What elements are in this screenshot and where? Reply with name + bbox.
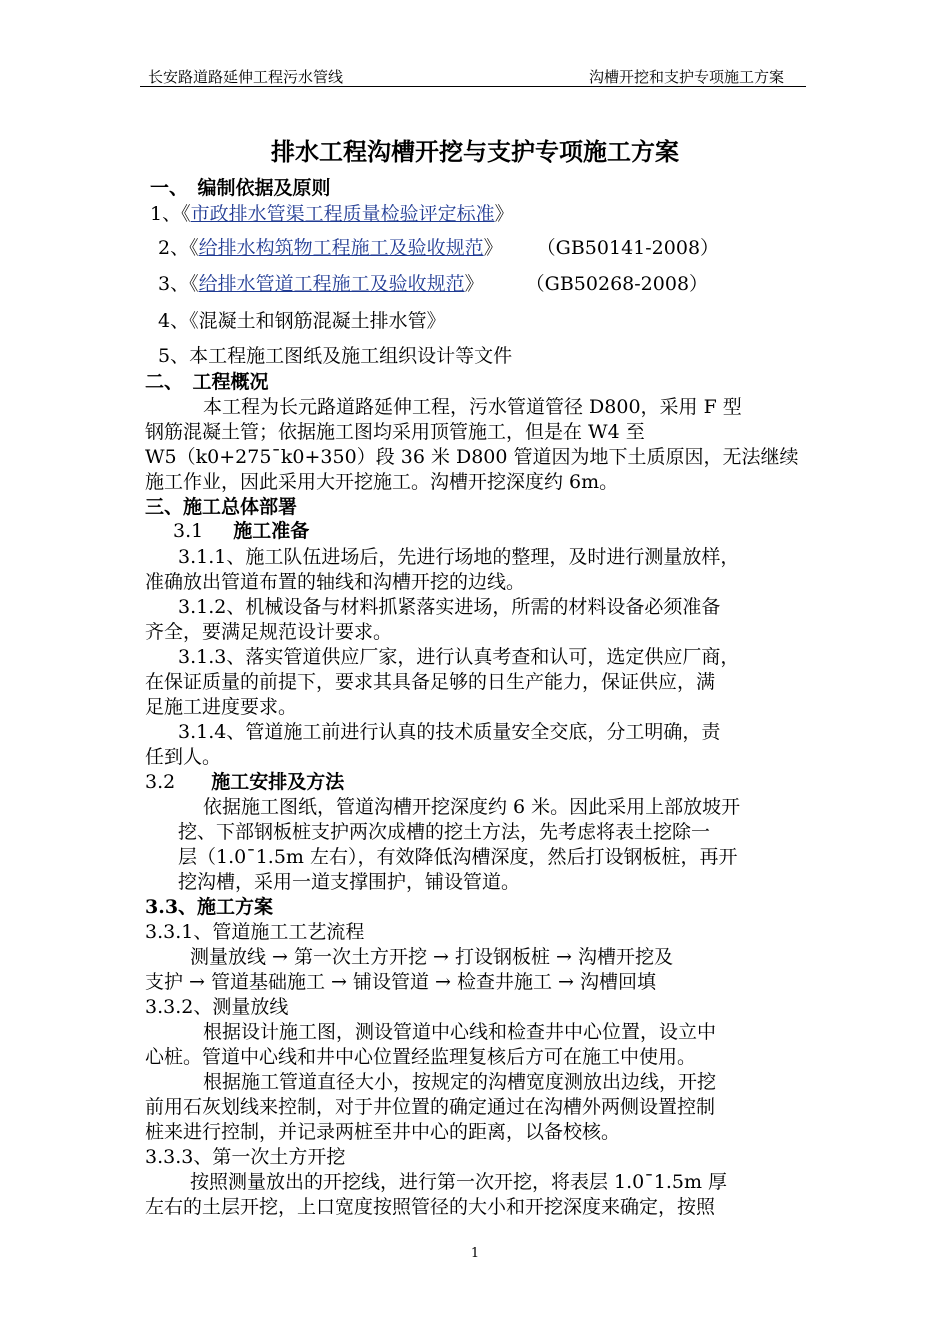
subsection-3-1: 3.1 施工准备	[173, 520, 310, 542]
para-3-3-2b-line-1: 根据施工管道直径大小，按规定的沟槽宽度测放出边线，开挖	[203, 1071, 717, 1093]
reference-2: 2、《给排水构筑物工程施工及验收规范》 （GB50141-2008）	[158, 237, 720, 259]
reference-3-link[interactable]: 给排水管道工程施工及验收规范	[198, 273, 465, 295]
para-3-1-4-line-2: 任到人。	[145, 746, 222, 768]
para-3-2-line-2: 挖、下部钢板桩支护两次成槽的挖土方法，先考虑将表土挖除一	[178, 821, 711, 843]
subsection-3-3-2: 3.3.2、测量放线	[145, 996, 289, 1018]
section-1-heading: 一、 编制依据及原则	[150, 177, 331, 199]
header-project: 长安路道路延伸工程污水管线	[148, 68, 344, 86]
para-3-3-2a-line-1: 根据设计施工图，测设管道中心线和检查井中心位置，设立中	[203, 1021, 717, 1043]
subsection-3-2: 3.2 施工安排及方法	[145, 771, 345, 793]
page-header	[140, 66, 806, 87]
para-3-3-2b-line-3: 桩来进行控制，并记录两桩至井中心的距离，以备校核。	[145, 1121, 621, 1143]
process-flow-line-1: 测量放线 → 第一次土方开挖 → 打设钢板桩 → 沟槽开挖及	[190, 946, 673, 968]
subsection-3-3-3: 3.3.3、第一次土方开挖	[145, 1146, 346, 1168]
overview-line-3: W5（k0+275ˉk0+350）段 36 米 D800 管道因为地下土质原因，无法继续	[145, 446, 799, 468]
para-3-1-1-line-1: 3.1.1、施工队伍进场后，先进行场地的整理，及时进行测量放样，	[178, 546, 740, 568]
para-3-3-3-line-1: 按照测量放出的开挖线，进行第一次开挖，将表层 1.0ˉ1.5m 厚	[190, 1171, 728, 1193]
reference-2-link[interactable]: 给排水构筑物工程施工及验收规范	[198, 237, 484, 259]
para-3-2-line-3: 层（1.0ˉ1.5m 左右），有效降低沟槽深度，然后打设钢板桩，再开	[178, 846, 738, 868]
overview-line-1: 本工程为长元路道路延伸工程，污水管道管径 D800，采用 F 型	[203, 396, 742, 418]
subsection-3-3-1: 3.3.1、管道施工工艺流程	[145, 921, 365, 943]
para-3-2-line-1: 依据施工图纸，管道沟槽开挖深度约 6 米。因此采用上部放坡开	[203, 796, 741, 818]
para-3-3-2b-line-2: 前用石灰划线来控制，对于井位置的确定通过在沟槽外两侧设置控制	[145, 1096, 716, 1118]
para-3-1-2-line-2: 齐全，要满足规范设计要求。	[145, 621, 393, 643]
para-3-2-line-4: 挖沟槽，采用一道支撑围护，铺设管道。	[178, 871, 521, 893]
reference-4: 4、《混凝土和钢筋混凝土排水管》	[158, 310, 446, 332]
overview-line-4: 施工作业，因此采用大开挖施工。沟槽开挖深度约 6m。	[145, 471, 619, 493]
document-title: 排水工程沟槽开挖与支护专项施工方案	[271, 137, 679, 166]
header-doc-title: 沟槽开挖和支护专项施工方案	[588, 68, 784, 86]
para-3-1-3-line-2: 在保证质量的前提下，要求其具备足够的日生产能力，保证供应，满	[145, 671, 716, 693]
subsection-3-3: 3.3、施工方案	[145, 896, 274, 918]
para-3-1-1-line-2: 准确放出管道布置的轴线和沟槽开挖的边线。	[145, 571, 526, 593]
overview-line-2: 钢筋混凝土管；依据施工图均采用顶管施工，但是在 W4 至	[145, 421, 645, 443]
reference-5: 5、本工程施工图纸及施工组织设计等文件	[158, 345, 513, 367]
reference-1-link[interactable]: 市政排水管渠工程质量检验评定标准	[190, 203, 495, 225]
reference-3: 3、《给排水管道工程施工及验收规范》 （GB50268-2008）	[158, 273, 709, 295]
reference-1: 1、《市政排水管渠工程质量检验评定标准》	[150, 203, 514, 225]
para-3-3-3-line-2: 左右的土层开挖，上口宽度按照管径的大小和开挖深度来确定，按照	[145, 1196, 716, 1218]
para-3-1-2-line-1: 3.1.2、机械设备与材料抓紧落实进场，所需的材料设备必须准备	[178, 596, 721, 618]
reference-3-code: （GB50268-2008）	[525, 273, 709, 295]
process-flow-line-2: 支护 → 管道基础施工 → 铺设管道 → 检查井施工 → 沟槽回填	[145, 971, 656, 993]
section-2-heading: 二、 工程概况	[145, 371, 269, 393]
para-3-3-2a-line-2: 心桩。管道中心线和井中心位置经监理复核后方可在施工中使用。	[145, 1046, 697, 1068]
page-number: 1	[470, 1246, 480, 1261]
reference-2-code: （GB50141-2008）	[536, 237, 720, 259]
para-3-1-4-line-1: 3.1.4、管道施工前进行认真的技术质量安全交底，分工明确，责	[178, 721, 721, 743]
para-3-1-3-line-1: 3.1.3、落实管道供应厂家，进行认真考查和认可，选定供应厂商，	[178, 646, 740, 668]
section-3-heading: 三、施工总体部署	[145, 496, 298, 518]
para-3-1-3-line-3: 足施工进度要求。	[145, 696, 298, 718]
